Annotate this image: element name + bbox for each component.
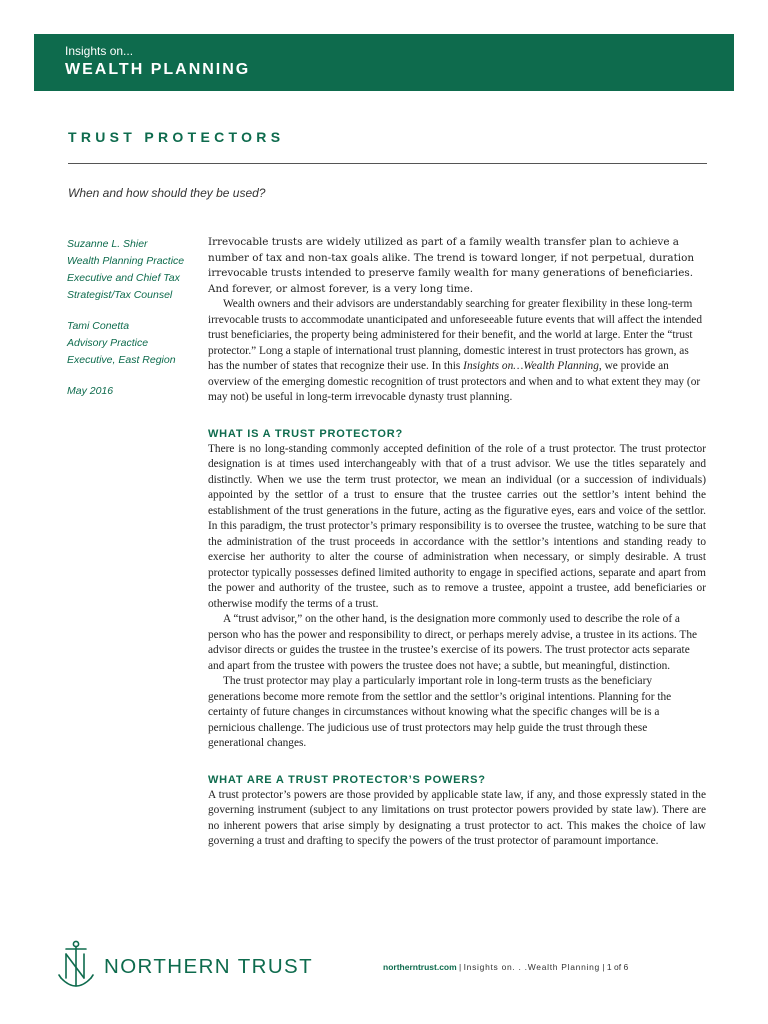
author-block bbox=[67, 318, 202, 369]
author-role: Advisory Practice bbox=[67, 337, 149, 349]
author-role: Executive and Chief Tax bbox=[67, 272, 180, 284]
banner-title: WEALTH PLANNING bbox=[65, 61, 251, 78]
banner-kicker: Insights on... bbox=[65, 44, 134, 58]
intro-text-part: , we provide an overview of the emerging domestic recognition of trust protectors and when and to what extent they may (or may not) be useful in long-term irrevocable dynasty trust planning. bbox=[208, 360, 701, 404]
section-paragraph: There is no long-standing commonly accepted definition of the role of a trust protector. The trust protector designation is at times used interchangeably with that of a trust advisor. We use the titles separately and distinctly. When we use the term trust protector, we mean an individual (or a succession of individuals) appointed by the settlor of a trust to ensure that the trustee carries out the settlor’s intent behind the establishment of the trust generations in the future, acting as the figurative eyes, ears and voice of the settlor. In this paradigm, the trust protector’s primary responsibility is to oversee the trustee, watching to be sure that the administration of the trust proceeds in accordance with the settlor’s intentions and standing ready to exercise her authority to alter the course of administration when necessary, or simply desirable. A trust protector typically possesses defined limited authority to engage in specified actions, separate and apart from the power and authority of the trustee, such as to remove a trustee, appoint a trustee, add beneficiaries or otherwise modify the terms of a trust. bbox=[208, 442, 706, 610]
northern-trust-logo[interactable] bbox=[58, 940, 318, 996]
author-sidebar bbox=[67, 236, 202, 414]
header-banner bbox=[34, 34, 734, 91]
intro-text-part: Wealth owners and their advisors are understandably searching for greater flexibility in these long-term irrevocable trusts to accommodate unanticipated and unforeseeable future events that will affect the intended trust beneficiaries, the property being administered for their benefit, and the world at large. Enter the “trust protector.” Long a staple of international trust planning, domestic interest in trust protectors has grown, as has the number of states that recognize their use. In this bbox=[208, 298, 702, 373]
publication-date: May 2016 bbox=[67, 385, 114, 397]
footer-series: Insights on. . .Wealth Planning bbox=[463, 962, 600, 972]
section-heading-powers: WHAT ARE A TRUST PROTECTOR’S POWERS? bbox=[208, 773, 486, 786]
website-link[interactable]: northerntrust.com bbox=[383, 962, 457, 972]
document-subtitle: When and how should they be used? bbox=[68, 186, 266, 200]
document-title: TRUST PROTECTORS bbox=[68, 129, 285, 145]
footer-separator: | bbox=[456, 962, 464, 972]
intro-lead-paragraph: Irrevocable trusts are widely utilized as part of a family wealth transfer plan to achieve a number of tax and non-tax goals alike. The trend is toward longer, if not perpetual, duration irrevocable trusts intended to preserve family wealth for many generations of beneficiaries. And forever, or almost forever, is a very long time. bbox=[208, 236, 695, 295]
author-role: Wealth Planning Practice bbox=[67, 255, 185, 267]
title-divider bbox=[68, 163, 707, 164]
section-paragraph: A “trust advisor,” on the other hand, is the designation more commonly used to describe the role of a person who has the power and responsibility to direct, or perhaps merely advise, a trustee in its actions. The advisor directs or guides the trustee in the trustee’s exercise of its powers. The trust protector acts separate and apart from the trustee with powers the trustee does not have; a subtle, but meaningful, distinction. bbox=[208, 613, 698, 672]
author-name: Tami Conetta bbox=[67, 320, 130, 332]
author-name: Suzanne L. Shier bbox=[67, 238, 148, 250]
intro-paragraph bbox=[208, 297, 706, 406]
author-role: Strategist/Tax Counsel bbox=[67, 289, 173, 301]
anchor-monogram-icon bbox=[58, 940, 94, 994]
page-footer bbox=[383, 962, 628, 972]
section-heading-what-is: WHAT IS A TRUST PROTECTOR? bbox=[208, 427, 403, 440]
publication-date-block bbox=[67, 383, 202, 400]
author-block bbox=[67, 236, 202, 304]
article-body bbox=[208, 235, 706, 850]
section-paragraph: The trust protector may play a particularly important role in long-term trusts as the beneficiary generations become more remote from the settlor and the settlor’s original intentions. Planning for the certainty of future changes in circumstances without knowing what the specific changes will be is a pernicious challenge. The judicious use of trust protectors may help guide the trust through these generational changes. bbox=[208, 675, 672, 750]
logo-wordmark: NORTHERN TRUST bbox=[104, 955, 314, 978]
section-paragraph: A trust protector’s powers are those provided by applicable state law, if any, and those expressly stated in the governing instrument (subject to any limitations on trust protector powers provided by state law). There are no inherent powers that arise simply by designating a trust protector to act. This makes the choice of law governing a trust and drafting to specify the powers of the trust protector of paramount importance. bbox=[208, 788, 706, 848]
publication-series-name: Insights on…Wealth Planning bbox=[463, 360, 599, 373]
footer-separator: | bbox=[599, 962, 607, 972]
author-role: Executive, East Region bbox=[67, 354, 176, 366]
page-number: 1 of 6 bbox=[606, 962, 629, 972]
